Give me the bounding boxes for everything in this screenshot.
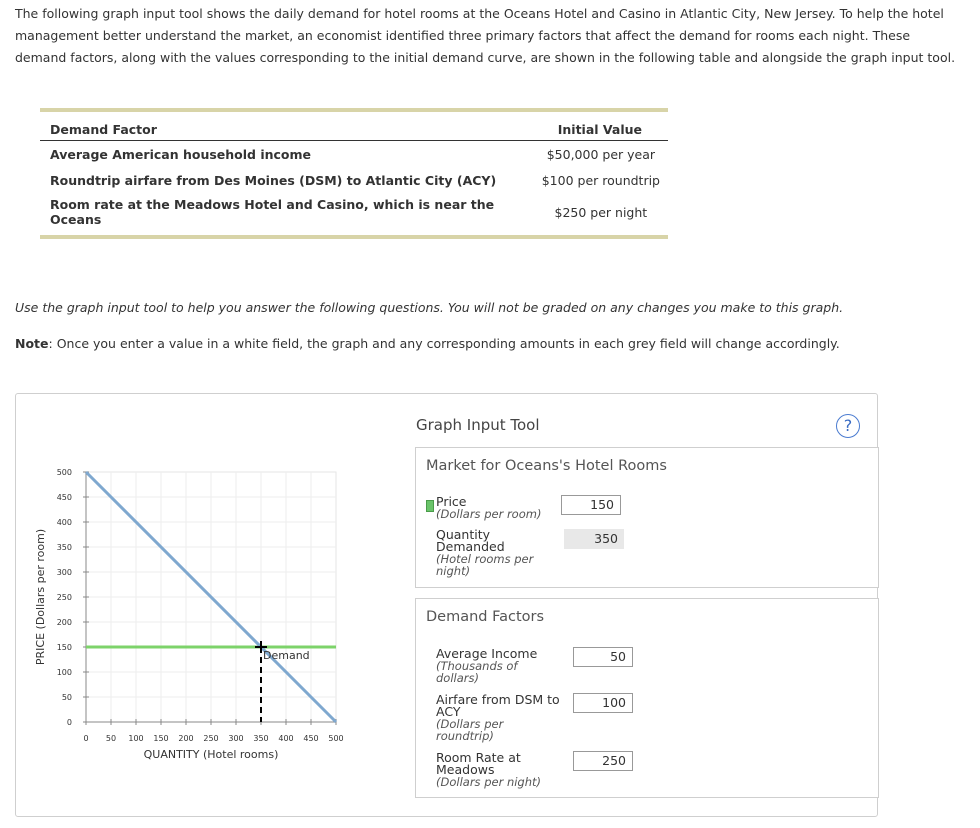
price-input[interactable]: 150	[561, 495, 621, 515]
income-unit: (Thousands of dollars)	[436, 659, 518, 685]
x-tick-label: 500	[328, 734, 344, 743]
market-panel	[415, 447, 879, 588]
price-label	[436, 496, 541, 520]
demand-chart[interactable]	[16, 394, 416, 816]
header-initial-value: Initial Value	[532, 112, 668, 141]
quantity-label	[436, 529, 546, 577]
price-legend-swatch	[426, 500, 434, 512]
y-tick-label: 200	[56, 618, 72, 627]
instructions-text: Use the graph input tool to help you answer the following questions. You will not be graded on any changes you make to this graph.	[15, 300, 844, 315]
x-tick-label: 400	[278, 734, 294, 743]
value-income: $50,000 per year	[546, 146, 656, 162]
x-tick-label: 350	[253, 734, 269, 743]
y-tick-label: 500	[56, 468, 72, 477]
room-rate-input[interactable]: 250	[573, 751, 633, 771]
y-tick-label: 150	[56, 643, 72, 652]
airfare-label	[436, 694, 566, 742]
quantity-unit: (Hotel rooms per night)	[436, 552, 534, 578]
value-room-rate: $250 per night	[554, 204, 648, 220]
x-axis-label: QUANTITY (Hotel rooms)	[143, 748, 279, 761]
income-label-text: Average Income	[436, 646, 538, 661]
table-row	[40, 141, 668, 168]
factor-room-rate: Room rate at the Meadows Hotel and Casino, which is near the Oceans	[50, 197, 495, 227]
quantity-label-text: Quantity Demanded	[436, 527, 505, 554]
demand-factor-table	[40, 108, 668, 239]
y-tick-label: 350	[56, 543, 72, 552]
y-tick-label: 50	[61, 693, 72, 702]
price-unit: (Dollars per room)	[436, 507, 542, 521]
y-tick-label: 300	[56, 568, 72, 577]
factor-airfare: Roundtrip airfare from Des Moines (DSM) to Atlantic City (ACY)	[50, 172, 497, 188]
income-label	[436, 648, 546, 684]
y-axis-label: PRICE (Dollars per room)	[34, 528, 47, 666]
room-rate-label-text: Room Rate at Meadows	[436, 750, 521, 777]
note-body: : Once you enter a value in a white field, the graph and any corresponding amounts in each grey field will change accordingly.	[48, 336, 840, 351]
y-tick-label: 0	[66, 718, 72, 727]
x-tick-label: 200	[178, 734, 194, 743]
quantity-output: 350	[564, 529, 624, 549]
x-tick-label: 300	[228, 734, 244, 743]
income-input[interactable]: 50	[573, 647, 633, 667]
table-row	[40, 167, 668, 193]
market-panel-title: Market for Oceans's Hotel Rooms	[426, 458, 667, 474]
graph-input-tool	[15, 393, 878, 817]
room-rate-unit: (Dollars per night)	[436, 775, 542, 789]
table-row	[40, 193, 668, 235]
y-tick-label: 100	[56, 668, 72, 677]
factor-income: Average American household income	[50, 146, 312, 162]
x-tick-label: 150	[153, 734, 169, 743]
x-tick-label: 250	[203, 734, 219, 743]
room-rate-label	[436, 752, 546, 788]
x-tick-label: 50	[105, 734, 117, 743]
intro-paragraph: The following graph input tool shows the daily demand for hotel rooms at the Oceans Hotel and Casino in Atlantic City, New Jersey. To help the hotel management better understand the market, an economist identified three primary factors that affect the demand for rooms each night. These demand factors, along with the values corresponding to the initial demand curve, are shown in the following table and alongside the graph input tool.	[15, 6, 956, 65]
demand-label: Demand	[263, 649, 310, 662]
y-tick-label: 450	[56, 493, 72, 502]
header-demand-factor: Demand Factor	[40, 112, 532, 141]
x-tick-label: 100	[128, 734, 144, 743]
demand-factors-title: Demand Factors	[426, 609, 545, 625]
help-icon[interactable]: ?	[836, 414, 860, 438]
airfare-input[interactable]: 100	[573, 693, 633, 713]
price-label-text: Price	[436, 494, 467, 509]
x-tick-label: 0	[83, 734, 89, 743]
demand-factors-panel	[415, 598, 879, 798]
airfare-label-text: Airfare from DSM to ACY	[436, 692, 560, 719]
note-label: Note	[15, 336, 49, 351]
y-tick-label: 250	[56, 593, 72, 602]
y-tick-label: 400	[56, 518, 72, 527]
tool-title: Graph Input Tool	[416, 416, 540, 434]
airfare-unit: (Dollars per roundtrip)	[436, 717, 504, 743]
note-text	[15, 336, 840, 351]
table-bottom-border	[40, 235, 668, 239]
x-tick-label: 450	[303, 734, 319, 743]
value-airfare: $100 per roundtrip	[541, 172, 660, 188]
